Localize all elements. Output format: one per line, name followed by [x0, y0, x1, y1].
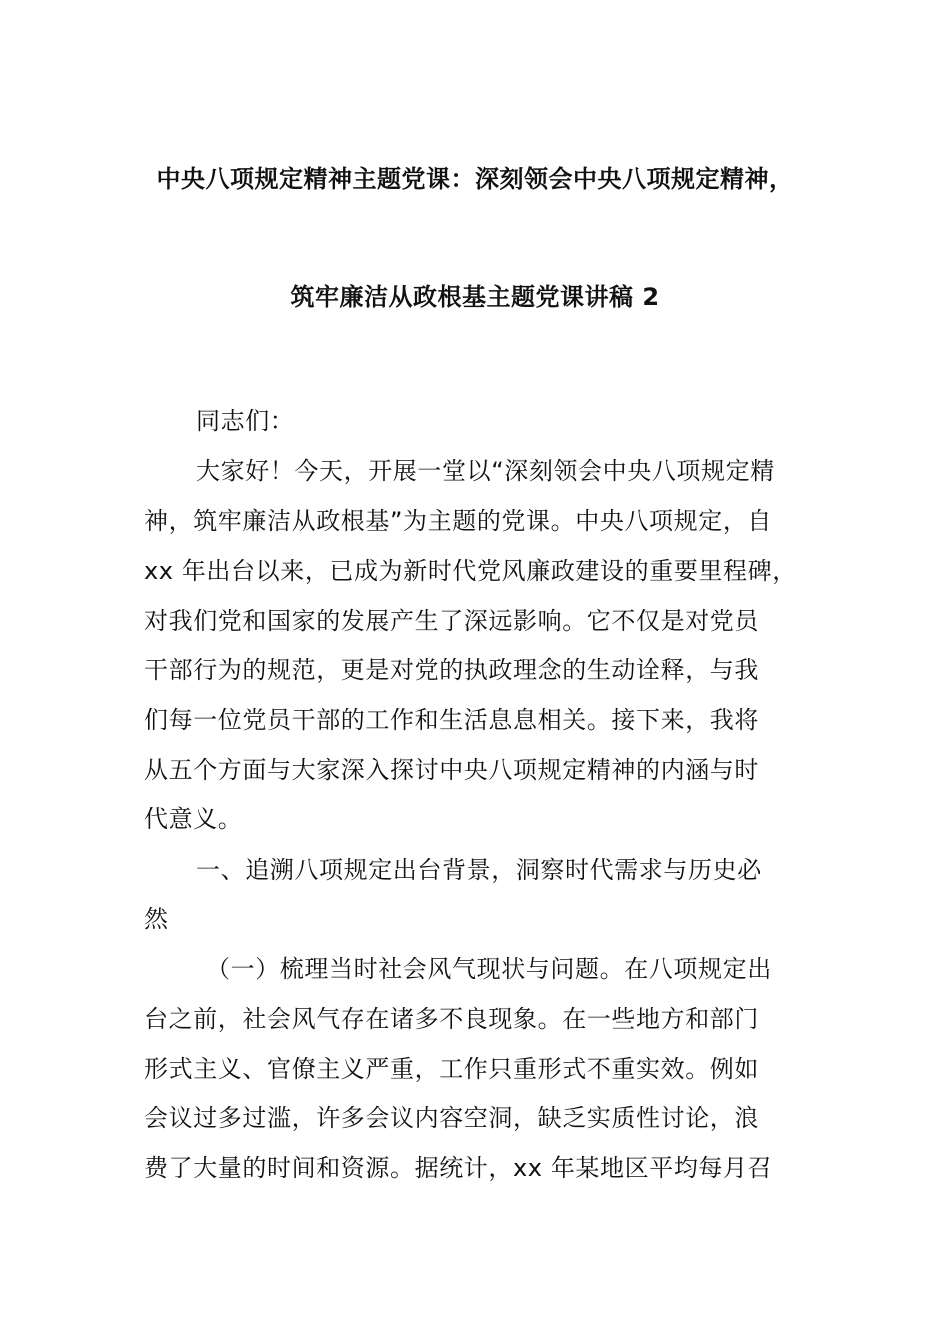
paragraph-line: 从五个方面与大家深入探讨中央八项规定精神的内涵与时 [144, 756, 759, 784]
paragraph-line: 代意义。 [144, 805, 243, 833]
paragraph-line: 大家好！今天，开展一堂以“深刻领会中央八项规定精 [196, 457, 775, 485]
document-title-line-1: 中央八项规定精神主题党课：深刻领会中央八项规定精神， [156, 165, 794, 193]
document-title-line-2: 筑牢廉洁从政根基主题党课讲稿 2 [290, 283, 660, 311]
paragraph-line: 形式主义、官僚主义严重，工作只重形式不重实效。例如 [144, 1055, 759, 1083]
subsection-line: （一）梳理当时社会风气现状与问题。在八项规定出 [206, 955, 772, 983]
paragraph-line: 神，筑牢廉洁从政根基”为主题的党课。中央八项规定，自 [144, 507, 773, 535]
salutation: 同志们： [196, 407, 295, 435]
paragraph-line: 费了大量的时间和资源。据统计，xx 年某地区平均每月召 [144, 1154, 773, 1182]
paragraph-line: 对我们党和国家的发展产生了深远影响。它不仅是对党员 [144, 607, 759, 635]
paragraph-line: 台之前，社会风气存在诸多不良现象。在一些地方和部门 [144, 1005, 759, 1033]
section-heading-line: 然 [144, 905, 169, 933]
paragraph-line: 干部行为的规范，更是对党的执政理念的生动诠释，与我 [144, 656, 759, 684]
paragraph-line: 会议过多过滥，许多会议内容空洞，缺乏实质性讨论，浪 [144, 1104, 759, 1132]
paragraph-line: xx 年出台以来，已成为新时代党风廉政建设的重要里程碑， [144, 557, 797, 585]
paragraph-line: 们每一位党员干部的工作和生活息息相关。接下来，我将 [144, 706, 759, 734]
section-heading-line: 一、追溯八项规定出台背景，洞察时代需求与历史必 [196, 856, 762, 884]
